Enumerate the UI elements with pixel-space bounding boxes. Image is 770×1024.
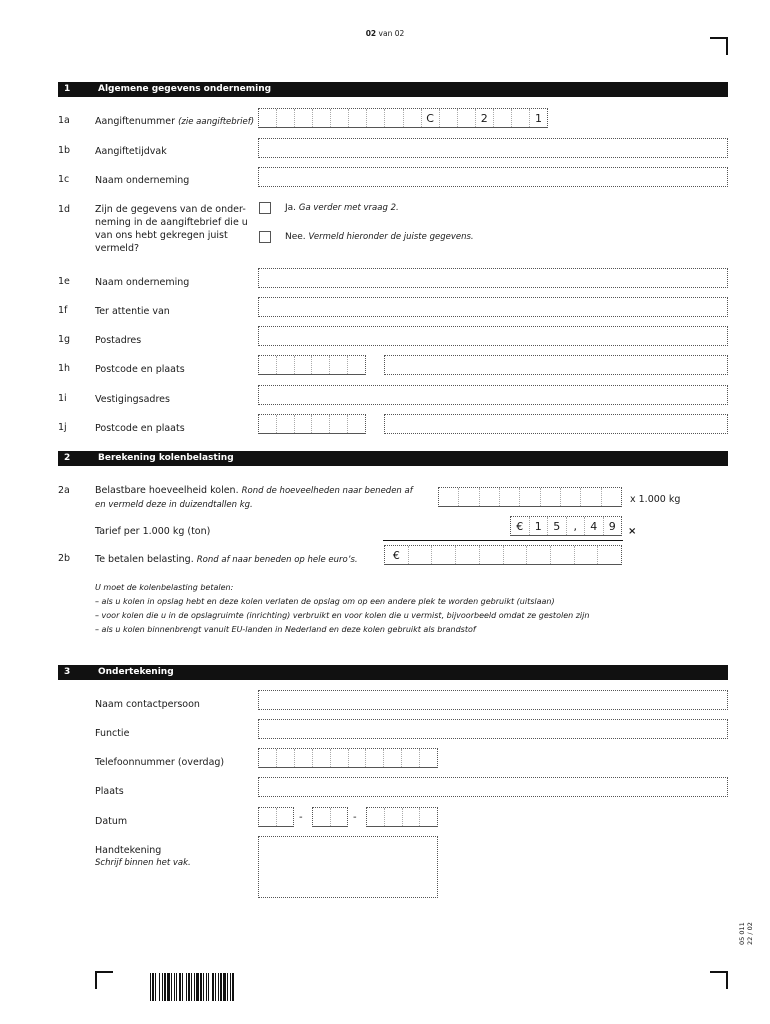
ter-attentie-input[interactable] [258,297,728,317]
char-cell [367,109,385,127]
row-code-1b: 1b [58,145,71,156]
label-datum: Datum [95,816,128,827]
row-code-1j: 1j [58,422,67,433]
row-code-1d: 1d [58,204,71,215]
char-cell: C [422,109,440,127]
label-vestigingsadres: Vestigingsadres [95,394,170,405]
section-1-header: 1 Algemene gegevens onderneming [58,82,728,97]
row-code-1f: 1f [58,305,68,316]
barcode [150,973,315,1001]
tarief-char: 1 [530,517,549,535]
char-cell [277,109,295,127]
label-ter-attentie: Ter attentie van [95,306,170,317]
row-code-2b: 2b [58,553,71,564]
handtekening-box[interactable] [258,836,438,898]
label-plaats: Plaats [95,786,124,797]
vestiging-postcode-input[interactable] [258,414,366,434]
aangiftetijdvak-input[interactable] [258,138,728,158]
corner-mark-bottom-right [710,971,728,989]
option-yes-checkbox[interactable] [259,202,271,214]
unit-label: x 1.000 kg [630,494,681,505]
page-number: 02 van 02 [365,29,405,38]
date-separator: - [299,812,303,823]
aangiftenummer-input[interactable] [258,108,548,128]
vestiging-plaats-input[interactable] [384,414,728,434]
naam-onderneming-correct-input[interactable] [258,268,728,288]
vestigingsadres-input[interactable] [258,385,728,405]
tarief-char: 5 [548,517,567,535]
option-no-checkbox[interactable] [259,231,271,243]
char-cell [404,109,422,127]
option-yes-label: Ja. Ga verder met vraag 2. [285,203,399,213]
char-cell [295,109,313,127]
row-code-2a: 2a [58,485,70,496]
te-betalen-input[interactable] [384,545,622,565]
row-code-1g: 1g [58,334,71,345]
postcode-input[interactable] [258,355,366,375]
char-cell: 1 [534,112,542,125]
char-cell [313,109,331,127]
label-naam-contactpersoon: Naam contactpersoon [95,699,200,710]
label-functie: Functie [95,728,130,739]
section-3-header: 3 Ondertekening [58,665,728,680]
telefoonnummer-input[interactable] [258,748,438,768]
naam-onderneming-input[interactable] [258,167,728,187]
char-cell [259,109,277,127]
multiply-sign: × [628,526,637,537]
section-2-header: 2 Berekening kolenbelasting [58,451,728,466]
functie-input[interactable] [258,719,728,739]
char-cell [440,109,458,127]
char-cell [512,109,530,127]
label-aangiftetijdvak: Aangiftetijdvak [95,146,167,157]
row-code-1c: 1c [58,174,70,185]
char-cell [494,109,512,127]
label-gegevens-juist: Zijn de gegevens van de onder- neming in de aangiftebrief die u van ons hebt gekregen juist vermeld? [95,204,248,254]
label-belastbare-hoeveelheid: Belastbare hoeveelheid kolen. Rond de hoeveelheden naar beneden af en vermeld deze in duizendtallen kg. [95,485,413,510]
plaats-ondertekening-input[interactable] [258,777,728,797]
sum-rule [383,540,623,541]
corner-mark-bottom-left [95,971,113,989]
datum-dag-input[interactable] [258,807,294,827]
label-telefoonnummer: Telefoonnummer (overdag) [95,757,225,768]
corner-mark-top-right [710,37,728,55]
tarief-char: 9 [608,520,616,533]
label-postadres: Postadres [95,335,142,346]
naam-contactpersoon-input[interactable] [258,690,728,710]
tarief-char: 4 [585,517,604,535]
char-cell: 2 [476,109,494,127]
form-code: 05 011 22 / 02 [738,922,754,945]
row-code-1e: 1e [58,276,70,287]
euro-sign: € [385,546,409,564]
row-code-1h: 1h [58,363,71,374]
datum-maand-input[interactable] [312,807,348,827]
label-naam-onderneming-2: Naam onderneming [95,277,190,288]
option-no-label: Nee. Vermeld hieronder de juiste gegevens. [285,232,474,242]
row-code-1a: 1a [58,115,70,126]
kolenbelasting-notes: U moet de kolenbelasting betalen: – als u kolen in opslag hebt en deze kolen verlaten de opslag om op een andere plek te worden gebruikt (uitslaan) – voor kolen die u in de opslagruimte (inrichting) verbruikt en voor kolen die u vermist, bijvoorbeeld omdat ze gestolen zijn – als u kolen binnenbrengt vanuit EU-landen in Nederland en deze kolen gebruikt als brandstof [95,583,590,634]
char-cell [385,109,403,127]
label-tarief: Tarief per 1.000 kg (ton) [95,526,211,537]
row-code-1i: 1i [58,393,67,404]
tarief-char: , [567,517,586,535]
postadres-input[interactable] [258,326,728,346]
tarief-value [510,516,622,536]
date-separator: - [353,812,357,823]
label-postcode-plaats-2: Postcode en plaats [95,423,185,434]
hoeveelheid-input[interactable] [438,487,622,507]
datum-jaar-input[interactable] [366,807,438,827]
label-aangiftenummer: Aangiftenummer (zie aangiftebrief) [95,116,255,127]
label-te-betalen: Te betalen belasting. Rond af naar beneden op hele euro’s. [95,554,358,565]
char-cell [458,109,476,127]
char-cell [331,109,349,127]
plaats-input[interactable] [384,355,728,375]
tarief-char: € [511,517,530,535]
label-handtekening: Handtekening Schrijf binnen het vak. [95,845,191,868]
label-postcode-plaats: Postcode en plaats [95,364,185,375]
label-naam-onderneming: Naam onderneming [95,175,190,186]
char-cell [349,109,367,127]
